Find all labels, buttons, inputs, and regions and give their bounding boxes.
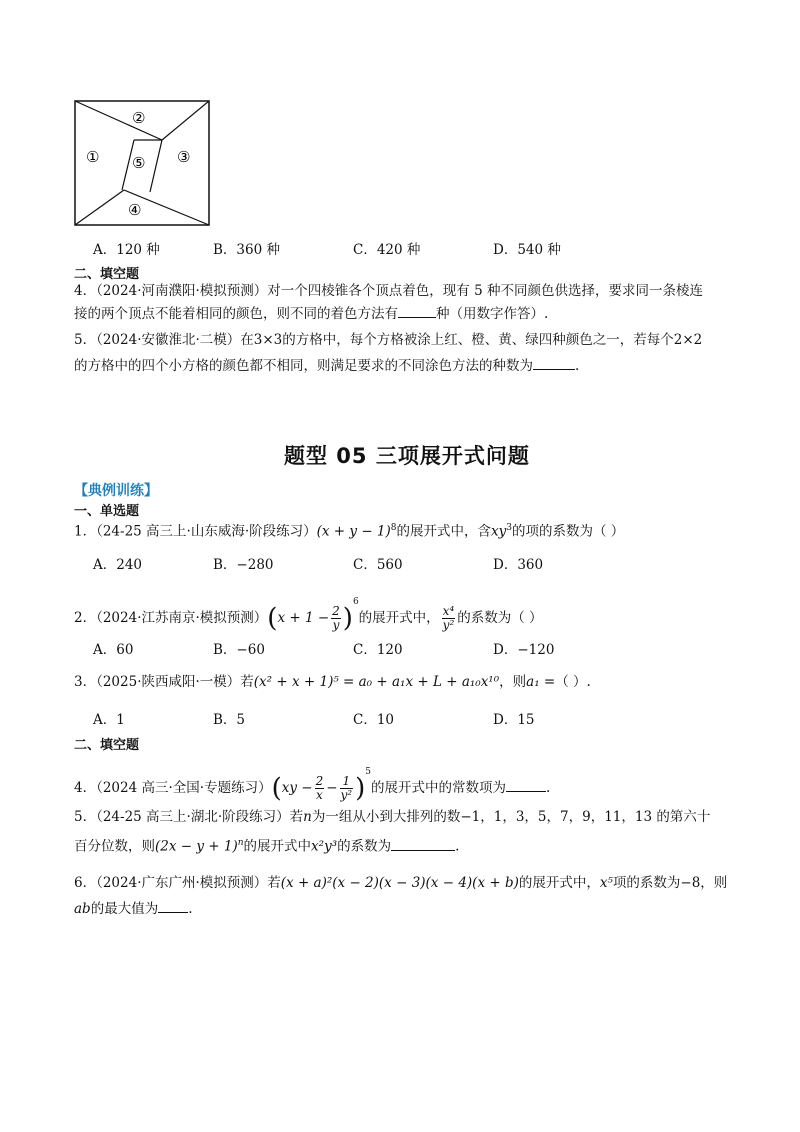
question-5-line2: 百分位数，则$(2x - y + 1)^n$的展开式中x²y³的系数为 . xyxy=(74,838,460,855)
q2-option-c: C．120 xyxy=(353,642,403,658)
question-6-line2: ab的最大值为 . xyxy=(74,901,193,917)
q2-option-a: A．60 xyxy=(93,642,134,658)
q1-option-a: A．240 xyxy=(93,557,143,573)
q3-option-a: A．120 种 xyxy=(93,242,160,258)
answer-blank xyxy=(533,356,575,370)
q3-option-b2: B．5 xyxy=(213,712,246,728)
question-2: 2．（2024·江苏南京·模拟预测）(x + 1 − $\frac{2}{y}$ )$^6$的展开式中， $\frac{\text{x⁴}}{\text{y²}}$ 的系数为（ ） xyxy=(74,597,543,634)
question-4: 4．（2024 高三·全国·专题练习）(xy − $\frac{2}{x}$ − $\frac{1}{\text{y²}}$ )$^5$的展开式中的常数项为 . xyxy=(74,767,551,804)
q2-option-d: D．−120 xyxy=(493,642,555,658)
answer-blank xyxy=(391,837,455,851)
q1-option-d: D．360 xyxy=(493,557,544,573)
question-5a-line1: 5．（2024·安徽淮北·二模）在3×3的方格中，每个方格被涂上红、橙、黄、绿四种颜色之一，若每个2×2 xyxy=(74,332,703,348)
q3-option-a2: A．1 xyxy=(93,712,125,728)
question-1: 1．（24-25 高三上·山东威海·阶段练习）$(x + y - 1)^8$的展开式中，含$xy^3$的项的系数为（ ） xyxy=(74,523,625,540)
answer-blank xyxy=(158,899,188,913)
q3-option-d2: D．15 xyxy=(493,712,535,728)
answer-blank xyxy=(398,304,436,318)
q3-option-d: D．540 种 xyxy=(493,242,561,258)
q1-option-c: C．560 xyxy=(353,557,403,573)
q3-option-c2: C．10 xyxy=(353,712,395,728)
question-5a-line2: 的方格中的四个小方格的颜色都不相同，则满足要求的不同涂色方法的种数为 . xyxy=(74,358,580,374)
page-title: 题型 05 三项展开式问题 xyxy=(284,444,530,468)
region-label-5: ⑤ xyxy=(132,154,146,172)
question-5-line1: 5．（24-25 高三上·湖北·阶段练习）若n为一组从小到大排列的数−1，1，3，5，7，9，11，13 的第六十 xyxy=(74,809,711,825)
answer-blank xyxy=(506,778,546,792)
region-coloring-figure xyxy=(74,100,210,226)
region-label-2: ② xyxy=(132,109,146,127)
section-heading-single: 一、单选题 xyxy=(74,504,140,519)
question-3: 3．（2025·陕西咸阳·一模）若(x² + x + 1)⁵ = a₀ + a₁x + L + a₁₀x¹⁰，则a₁ =（ ）. xyxy=(74,674,591,690)
region-label-3: ③ xyxy=(177,148,191,166)
section-heading-fill-b: 二、填空题 xyxy=(74,738,140,753)
region-label-4: ④ xyxy=(128,201,142,219)
question-4a-line1: 4．（2024·河南濮阳·模拟预测）对一个四棱锥各个顶点着色，现有 5 种不同颜色供选择，要求同一条棱连 xyxy=(74,283,703,299)
region-label-1: ① xyxy=(86,148,100,166)
section-heading-fill-a: 二、填空题 xyxy=(74,267,140,282)
question-6-line1: 6．（2024·广东广州·模拟预测）若(x + a)²(x − 2)(x − 3)(x − 4)(x + b)的展开式中，x⁵项的系数为−8，则 xyxy=(74,875,728,891)
question-4a-line2: 接的两个顶点不能着相同的颜色，则不同的着色方法有 种（用数字作答）. xyxy=(74,306,549,322)
q2-option-b: B．−60 xyxy=(213,642,265,658)
example-training-tag: 【典例训练】 xyxy=(74,483,158,499)
q3-option-b: B．360 种 xyxy=(213,242,280,258)
q1-option-b: B．−280 xyxy=(213,557,274,573)
q3-option-c: C．420 种 xyxy=(353,242,421,258)
